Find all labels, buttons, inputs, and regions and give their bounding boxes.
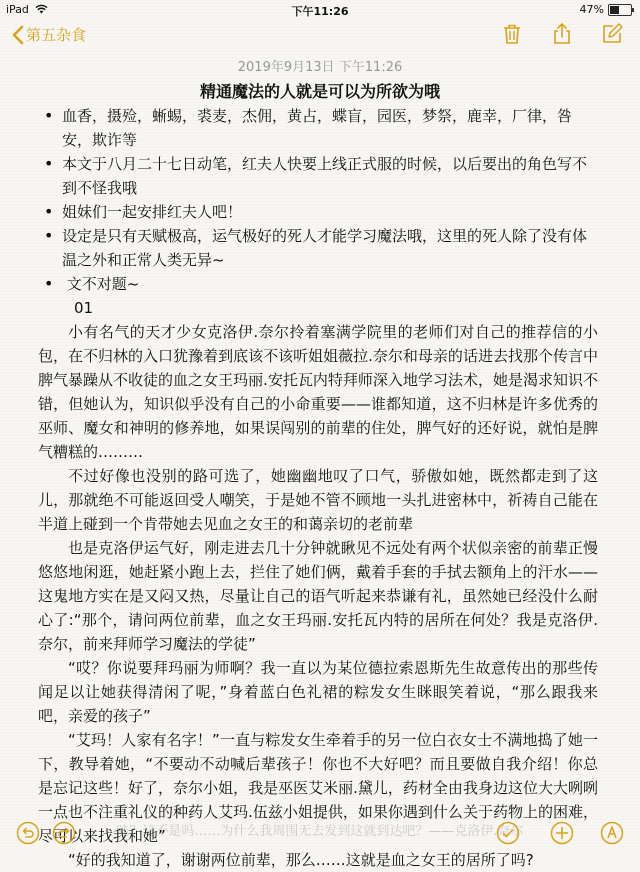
battery-icon bbox=[608, 4, 632, 16]
section-number: 01 bbox=[74, 299, 94, 317]
bullet-list bbox=[38, 104, 598, 296]
back-label: 第五杂食 bbox=[26, 26, 87, 44]
nav-actions bbox=[500, 22, 624, 46]
compose-icon[interactable] bbox=[600, 22, 624, 46]
back-button[interactable] bbox=[12, 24, 86, 45]
bottom-toolbar bbox=[0, 813, 640, 853]
checklist-icon[interactable] bbox=[496, 821, 520, 845]
trash-icon[interactable] bbox=[500, 22, 524, 46]
list-item: • 姐妹们一起安排红夫人吧！ bbox=[38, 200, 598, 224]
note-content[interactable] bbox=[38, 104, 598, 872]
battery-percent: 47% bbox=[579, 3, 604, 16]
nav-bar bbox=[0, 18, 640, 52]
redo-icon[interactable] bbox=[52, 821, 76, 845]
status-bar bbox=[0, 0, 640, 18]
paragraph: “艾玛！人家有名字！”一直与粽发女生牵着手的另一位白衣女士不满地捣了她一下，教导着她，“不要动不动喊后辈孩子！你也不大好吧？而且要做自我介绍！你总是忘记这些！好了，奈尔小姐，我是巫医艾米丽.黛儿，药材全由我身边这位大大咧咧一点也不注重礼仪的种药人艾玛.伍兹小姐提供，如果你遇到什么关于药物上的困难，尽可以来找我和她” bbox=[38, 731, 598, 845]
list-item: • 设定是只有天赋极高，运气极好的死人才能学习魔法哦，这里的死人除了没有体温之外和正常人类无异~ bbox=[38, 224, 598, 272]
paragraph: 不过好像也没别的路可选了，她幽幽地叹了口气，骄傲如她，既然都走到了这儿，那就绝不可能返回受人嘲笑，于是她不管不顾地一头扎进密林中，祈祷自己能在半道上碰到一个肯带她去见血之女王的和蔼亲切的老前辈 bbox=[38, 467, 598, 533]
overlay-text: 哇？这不是吗……为什么我周围无去发到这就到达吧？——克洛伊.奈尔 bbox=[116, 824, 524, 839]
note-title[interactable]: 精通魔法的人就是可以为所欲为哦 bbox=[199, 82, 440, 101]
paragraph: “好的我知道了，谢谢两位前辈，那么……这就是血之女王的居所了吗? bbox=[68, 851, 534, 869]
markup-pen-icon[interactable] bbox=[600, 821, 624, 845]
paragraph: 小有名气的天才少女克洛伊.奈尔拎着塞满学院里的老师们对自己的推荐信的小包，在不归林的入口犹豫着到底该不该听姐姐薇拉.奈尔和母亲的话进去找那个传言中脾气暴躁从不收徒的血之女王玛丽.安托瓦内特拜师深入地学习法术，她是渴求知识不错，但她认为，知识似乎没有自己的小命重要——谁都知道，这不归林是许多优秀的巫师、魔女和神明的修养地，如果误闯别的前辈的住处，脾气好的还好说，就怕是脾气糟糕的……… bbox=[38, 323, 598, 461]
list-item: • 本文于八月二十七日动笔，红夫人快要上线正式服的时候，以后要出的角色写不到不怪我哦 bbox=[38, 152, 598, 200]
share-icon[interactable] bbox=[550, 22, 574, 46]
device-name: iPad bbox=[6, 3, 29, 16]
status-time: 下午11:26 bbox=[291, 5, 349, 18]
add-icon[interactable] bbox=[550, 821, 574, 845]
list-item: • 血香，摄殓，蜥蜴，裘麦，杰佣，黄占，蝶盲，园医，梦祭，鹿幸，厂律，咎安，欺诈等 bbox=[38, 104, 598, 152]
undo-icon[interactable] bbox=[16, 821, 40, 845]
paragraph: 也是克洛伊运气好，刚走进去几十分钟就瞅见不远处有两个状似亲密的前辈正慢悠悠地闲逛，她赶紧小跑上去，拦住了她们俩，戴着手套的手拭去额角上的汗水——这鬼地方实在是又闷又热，尽量让自己的语气听起来恭谦有礼，虽然她已经没什么耐心了:“那个，请问两位前辈，血之女王玛丽.安托瓦内特的居所在何处？我是克洛伊.奈尔，前来拜师学习魔法的学徒” bbox=[38, 539, 598, 653]
list-item: • 文不对题~ bbox=[38, 272, 598, 296]
status-right bbox=[580, 3, 632, 16]
note-date: 2019年9月13日 下午11:26 bbox=[237, 60, 403, 75]
chevron-left-icon bbox=[12, 25, 24, 45]
paragraph: “哎？你说要拜玛丽为师啊？我一直以为某位德拉索恩斯先生故意传出的那些传闻足以让她获得清闲了呢，”身着蓝白色礼裙的粽发女生眯眼笑着说，“那么跟我来吧，亲爱的孩子” bbox=[38, 659, 598, 725]
